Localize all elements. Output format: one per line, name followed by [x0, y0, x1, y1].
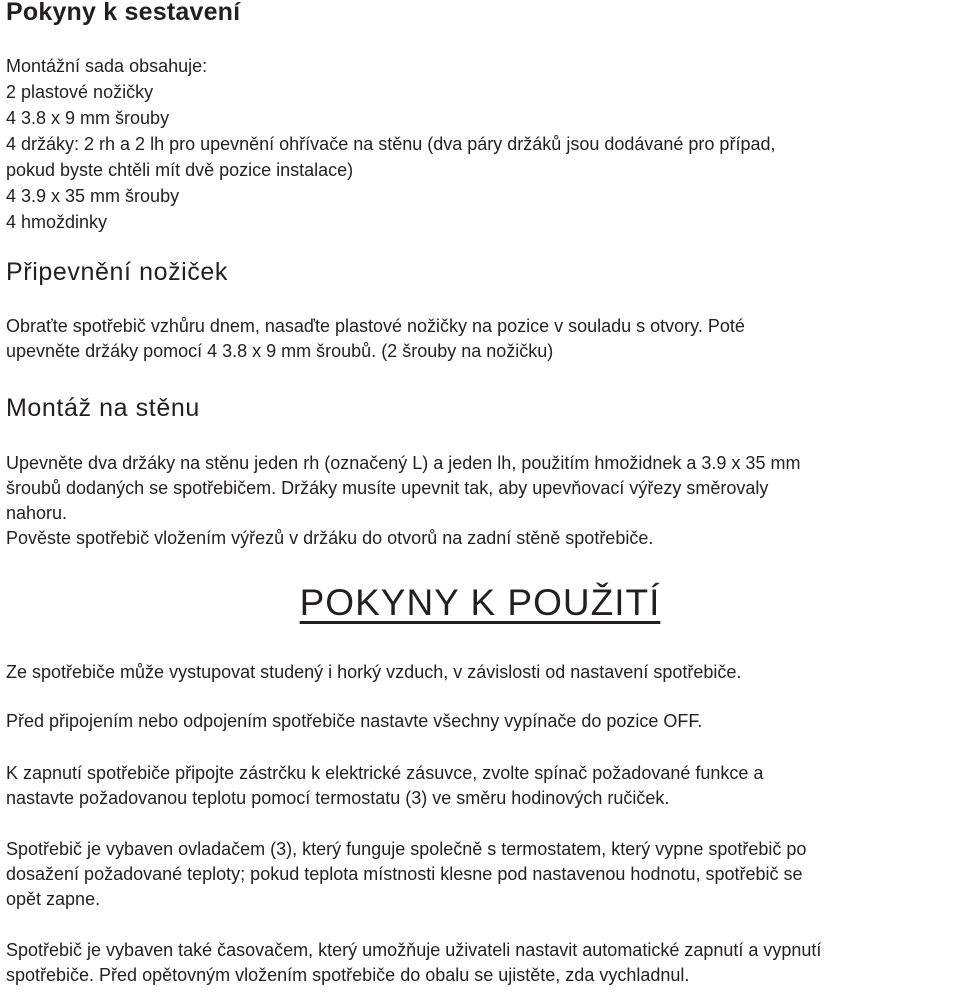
assembly-title: Pokyny k sestavení — [6, 0, 241, 26]
kit-line: 4 3.9 x 35 mm šrouby — [6, 186, 180, 206]
wall-instructions — [6, 451, 800, 551]
text-line: Upevněte dva držáky na stěnu jeden rh (označený L) a jeden lh, použitím hmožidnek a 3.9 x 35 mm — [6, 453, 801, 473]
usage-paragraph-2 — [6, 709, 702, 734]
kit-line: 2 plastové nožičky — [6, 82, 154, 102]
feet-section-title: Připevnění nožiček — [6, 258, 229, 286]
kit-line: 4 3.8 x 9 mm šrouby — [6, 108, 170, 128]
text-line: nahoru. — [6, 503, 68, 523]
usage-paragraph-3 — [6, 761, 763, 811]
kit-contents-list — [6, 53, 775, 235]
text-line: Ze spotřebiče může vystupovat studený i horký vzduch, v závislosti od nastavení spotřebiče. — [6, 662, 742, 682]
usage-paragraph-1 — [6, 660, 741, 685]
text-line: dosažení požadované teploty; pokud teplota místnosti klesne pod nastavenou hodnotu, spotřebič se — [6, 864, 803, 884]
text-line: upevněte držáky pomocí 4 3.8 x 9 mm šroubů. (2 šrouby na nožičku) — [6, 341, 554, 361]
feet-instructions — [6, 314, 745, 364]
usage-title-text: POKYNY K POUŽITÍ — [299, 582, 661, 623]
text-line: K zapnutí spotřebiče připojte zástrčku k elektrické zásuvce, zvolte spínač požadované funkce a — [6, 763, 764, 783]
text-line: Spotřebič je vybaven ovladačem (3), který funguje společně s termostatem, který vypne spotřebič po — [6, 839, 807, 859]
text-line: opět zapne. — [6, 889, 101, 909]
text-line: spotřebiče. Před opětovným vložením spotřebiče do obalu se ujistěte, zda vychladnul. — [6, 965, 690, 985]
kit-line: 4 držáky: 2 rh a 2 lh pro upevnění ohřívače na stěnu (dva páry držáků jsou dodávané pro případ, — [6, 134, 776, 154]
text-line: Před připojením nebo odpojením spotřebiče nastavte všechny vypínače do pozice OFF. — [6, 711, 703, 731]
kit-line: 4 hmoždinky — [6, 212, 108, 232]
text-line: Pověste spotřebič vložením výřezů v držáku do otvorů na zadní stěně spotřebiče. — [6, 528, 654, 548]
usage-paragraph-5 — [6, 938, 821, 988]
usage-paragraph-4 — [6, 837, 806, 912]
text-line: Spotřebič je vybaven také časovačem, který umožňuje uživateli nastavit automatické zapnutí a vypnutí — [6, 940, 822, 960]
text-line: nastavte požadovanou teplotu pomocí termostatu (3) ve směru hodinových ručiček. — [6, 788, 670, 808]
kit-line: Montážní sada obsahuje: — [6, 56, 208, 76]
kit-line: pokud byste chtěli mít dvě pozice instalace) — [6, 160, 354, 180]
usage-title — [0, 582, 960, 624]
text-line: Obraťte spotřebič vzhůru dnem, nasaďte plastové nožičky na pozice v souladu s otvory. Poté — [6, 316, 745, 336]
text-line: šroubů dodaných se spotřebičem. Držáky musíte upevnit tak, aby upevňovací výřezy směrovaly — [6, 478, 769, 498]
wall-section-title: Montáž na stěnu — [6, 394, 200, 422]
